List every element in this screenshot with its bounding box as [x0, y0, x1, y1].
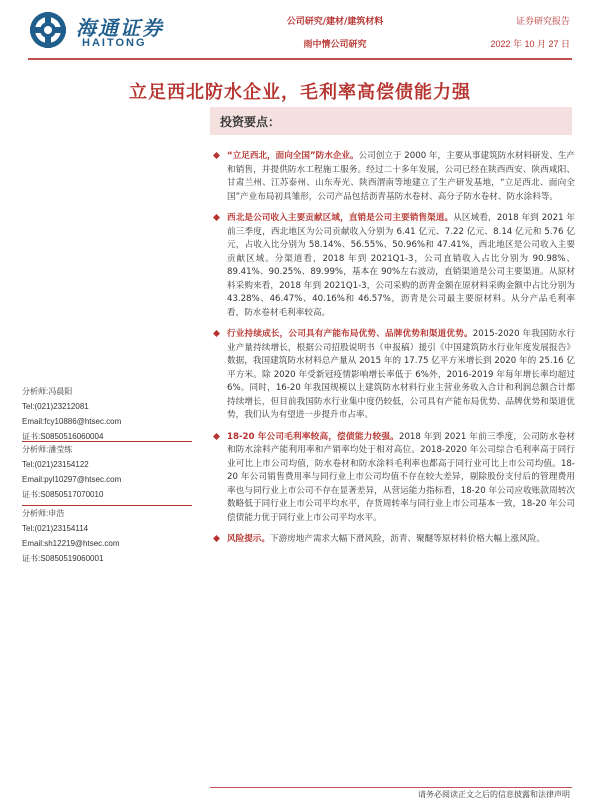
highlight-text: 2015-2020 年我国防水行业产量持续增长，根据公司招股说明书（申报稿）援引《中国建筑防水行业年度发展报告》数据，我国建筑防水材料总产量从 2015 年的 17.75 亿平方米增长到 2020 年的 25.16 亿平方米。除 2020 年受新冠疫情影响增长率低于 6%外，2016-2019 年每年增长率均超过 6%。同时，16-20 年我国规模以上建筑防水材料行业主营业务收入合计和利润总额合计都持续增长，但目前我国防水行业集中度仍较低，公司具有产能布局优势、品牌优势和渠道优势，我们认为有望进一步提升市占率。 — [227, 329, 575, 420]
highlight-lead: 西北是公司收入主要贡献区域，直销是公司主要销售渠道。 — [227, 213, 454, 223]
highlight-text: 下游房地产需求大幅下滑风险，沥青、聚醚等原材料价格大幅上涨风险。 — [269, 534, 545, 544]
analyst-tel: Tel:(021)23212081 — [22, 402, 89, 411]
highlight-lead: 18-20 年公司毛利率较高，偿债能力较强。 — [227, 431, 399, 442]
footer-divider — [210, 787, 572, 788]
report-header — [0, 0, 600, 64]
highlight-lead: 风险提示。 — [227, 534, 270, 544]
analyst-divider — [22, 441, 192, 442]
analyst-card — [22, 441, 192, 502]
analyst-email[interactable]: Email:fcy10886@htsec.com — [22, 417, 122, 426]
haitong-logo-icon — [28, 10, 68, 50]
analyst-card — [22, 505, 192, 566]
highlight-text: 公司创立于 2000 年，主要从事建筑防水材料研发、生产和销售，并提供防水工程施工服务。经过二十多年发展，公司已经在陕西西安、陕西咸阳、甘肃兰州、江苏泰州、山东寿光、陕西渭南等地建立了生产研发基地，“立足西北、面向全国”产业布局初具雏形，公司产品包括沥青基防水卷材、高分子防水卷材、防水涂料等。 — [227, 151, 576, 202]
diamond-bullet-icon — [213, 535, 220, 542]
analyst-name: 分析师:潘莹练 — [22, 445, 73, 454]
highlight-text: 从区域看，2018 年到 2021 年前三季度，西北地区为公司贡献收入分别为 6.41 亿元、7.22 亿元、8.14 亿元和 5.76 亿元，占收入比分别为 58.14%、56.55%、50.96%和 47.41%，西北地区是公司收入主要贡献区域。分渠道看，2018 年到 2021Q1-3，公司直销收入占比分别为 90.98%、89.41%、90.25%、89.99%，基本在 90%左右波动，直销渠道是公司主要渠道。从原材料采购来看，2018 年到 2021Q1-3，公司采购的沥青金额在原材料采购金额中占比分别为 43.28%、46.47%、40.16%和 46.57%，沥青是公司最主要原材料。从分产品毛利率看，防水卷材毛利率较高。 — [227, 213, 575, 318]
logo-chinese-text: 海通证券 — [76, 16, 164, 40]
highlight-lead: 行业持续成长，公司具有产能布局优势、品牌优势和渠道优势。 — [227, 329, 473, 339]
report-meta — [490, 14, 570, 50]
header-divider — [28, 58, 572, 60]
diamond-bullet-icon — [213, 152, 220, 159]
investment-highlights — [213, 150, 575, 555]
section-header — [210, 107, 572, 135]
analyst-name: 分析师:申浩 — [22, 509, 65, 518]
highlight-text: 2018 年到 2021 年前三季度，公司防水卷材和防水涂料产能利用率和产销率均处于相对高位。2018-2020 年公司综合毛利率高于同行业可比上市公司均值，防水卷材和防水涂料毛利率也都高于同行业可比上市公司均值。18-20 年公司销售费用率与同行业上市公司均值不存在较大差异，剔除股份支付后的管理费用率也与同行业上市公司不存在显著差异，从营运能力指标看，18-20 年公司应收账款周转次数略低于同行业上市公司平均水平，存货周转率与同行业上市公司基本一致，18-20 年公司偿债能力优于同行业上市公司平均水平。 — [227, 431, 575, 523]
diamond-bullet-icon — [213, 433, 220, 440]
highlight-item — [213, 328, 575, 423]
report-title: 立足西北防水企业，毛利率高偿债能力强 — [129, 82, 471, 103]
analyst-cert: 证书:S0850517070010 — [22, 490, 104, 499]
highlight-item — [213, 431, 575, 526]
logo-english-text: HAITONG — [82, 37, 147, 49]
analyst-name: 分析师:冯晨阳 — [22, 387, 73, 396]
report-type: 证券研究报告 — [515, 17, 570, 27]
highlight-lead: “立足西北，面向全国”防水企业。 — [227, 151, 359, 161]
section-title: 投资要点： — [220, 115, 281, 129]
report-subcategory: 雨中情公司研究 — [303, 40, 367, 50]
analyst-tel: Tel:(021)23154114 — [22, 524, 89, 533]
report-category: 公司研究/建材/建筑材料 — [286, 17, 384, 27]
highlight-item — [213, 212, 575, 320]
analyst-email[interactable]: Email:pyl10297@htsec.com — [22, 475, 122, 484]
report-category-block — [260, 14, 410, 50]
diamond-bullet-icon — [213, 330, 220, 337]
analyst-card — [22, 384, 192, 444]
analyst-divider — [22, 505, 192, 506]
highlight-item — [213, 533, 575, 547]
report-date: 2022 年 10 月 27 日 — [490, 39, 570, 49]
haitong-logo — [28, 10, 188, 54]
analyst-email[interactable]: Email:sh12219@htsec.com — [22, 539, 120, 548]
analyst-cert: 证书:S0850519060001 — [22, 554, 104, 563]
analyst-cert: 证书:S0850516060004 — [22, 432, 104, 441]
analyst-tel: Tel:(021)23154122 — [22, 460, 89, 469]
highlight-item — [213, 150, 575, 204]
diamond-bullet-icon — [213, 214, 220, 221]
disclaimer-footer: 请务必阅读正文之后的信息披露和法律声明 — [418, 790, 570, 799]
